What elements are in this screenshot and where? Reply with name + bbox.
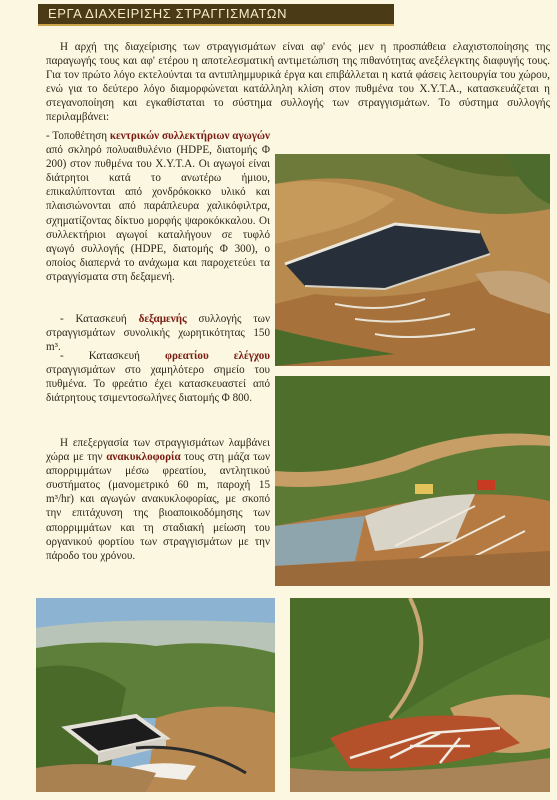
highlight-term: δεξαμενής (138, 313, 187, 325)
bullet-body: στραγγισμάτων στο χαμηλότερο σημείο του πυθμένα. Το φρεάτιο έχει κατασκευαστεί από διάτρητους τσιμεντοσωλήνες διατομής Φ 800. (46, 364, 270, 405)
photo-drainage-network (290, 598, 550, 792)
photo-landfill-excavation (275, 376, 550, 586)
paragraph-recirculation (46, 436, 270, 563)
page-title: ΕΡΓΑ ΔΙΑΧΕΙΡΙΣΗΣ ΣΤΡΑΓΓΙΣΜΑΤΩΝ (48, 6, 288, 21)
paragraph-body: τους στη μάζα των απορριμμάτων μέσω φρεατίου, αντλητικού συστήματος (μανομετρικό 60 m, παροχή 15 m³/hr) και αγωγών ανακυκλοφορίας, με σκοπό την επιτάχυνση της βιοαποικοδόμησης των απορριμμάτων και τη σταδιακή μείωση του οργανικού φορτίου των στραγγισμάτων με την πάροδο του χρόνου. (46, 451, 270, 562)
section-header (38, 4, 394, 26)
intro-paragraph: Η αρχή της διαχείρισης των στραγγισμάτων είναι αφ' ενός μεν η προσπάθεια ελαχιστοποίησης της παραγωγής τους και αφ' ετέρου η αποτελεσματική αντιμετώπιση της πιθανότητας ανεξέλεγκτης διαφυγής τους. Για τον πρώτο λόγο εκτελούνται τα αντιπλημμυρικά έργα και επιβάλλεται η κατά φάσεις λειτουργία του χώρου, ενώ για το δεύτερο λόγο διαμορφώνεται κατάλληλη κλίση στον πυθμένα του Χ.Υ.Τ.Α., κατασκευάζεται η στεγανοποίηση και εγκαθίσταται το σύστημα συλλογής των στραγγισμάτων. Το σύστημα συλλογής περιλαμβάνει: (46, 41, 550, 124)
paragraph-prefix: Η επεξεργασία των στραγγισμάτων λαμβάνει χώρα με την (46, 437, 270, 464)
highlight-term: ανακυκλοφορία (106, 451, 181, 464)
bullet-prefix: - Τοποθέτηση (46, 130, 110, 142)
photo-collection-tank (36, 598, 275, 792)
bullet-body: από σκληρό πολυαιθυλένιο (HDPE, διατομής Φ 200) στον πυθμένα του Χ.Υ.Τ.Α. Οι αγωγοί είναι διάτρητοι κατά το ανωτέρω ήμιου, επικαλύπτονται από χονδρόκοκκο υλικό και πλαισιώνονται από παράπλευρα χαλικόφιλτρα, σχηματίζοντας δίκτυο μορφής ψαροκόκκαλου. Οι συλλεκτήριοι αγωγοί καταλήγουν σε τυφλό αγωγό συλλογής (HDPE, διατομής Φ 300), ο οποίος διαπερνά το ανάχωμα και παροχετεύει τα στραγγίσματα στη δεξαμενή. (46, 144, 270, 283)
bullet-body: συλλογής των στραγγισμάτων συνολικής χωρητικότητας 150 m³. (46, 313, 270, 354)
bullet-manhole (46, 349, 270, 405)
bullet-prefix: - Κατασκευή (60, 350, 166, 362)
bullet-tank (46, 312, 270, 354)
photo-landfill-liner-aerial (275, 154, 550, 366)
bullet-collectors (46, 129, 270, 284)
bullet-prefix: - Κατασκευή (60, 313, 139, 325)
highlight-term: φρεατίου ελέγχου (165, 350, 270, 362)
highlight-term: κεντρικών συλλεκτήριων αγωγών (109, 130, 270, 142)
